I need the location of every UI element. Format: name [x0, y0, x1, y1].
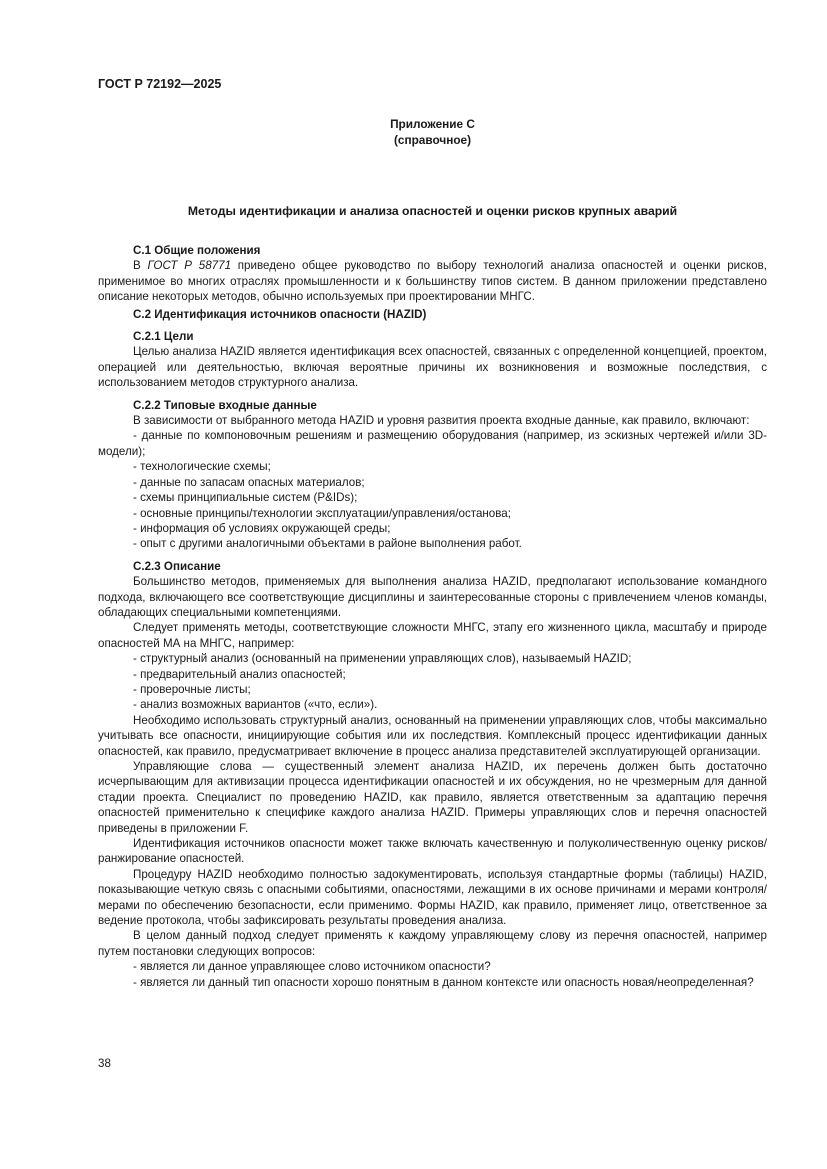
- paragraph: [98, 258, 767, 304]
- text: приведено общее руководство по выбору технологий анализа опасностей и оценки рисков, применимое во многих отраслях промышленности и к большинству типов систем. В данном приложении представлено описание некоторых методов, обычно используемых при проектировании МНГС.: [98, 259, 767, 304]
- list-item: - основные принципы/технологии эксплуатации/управления/останова;: [133, 506, 511, 520]
- section-heading: С.1 Общие положения: [133, 244, 261, 257]
- paragraph: Процедуру HAZID необходимо полностью задокументировать, используя стандартные формы (таблицы) HAZID, показывающие четкую связь с опасными событиями, опасностями, лежащими в их основе причинами и мерами контроля/мерами по обеспечению безопасности, если применимо. Формы HAZID, как правило, применяет лицо, ответственное за ведение протокола, чтобы зафиксировать результаты проведения анализа.: [98, 867, 767, 928]
- list-item: - информация об условиях окружающей среды;: [133, 521, 391, 535]
- section-heading: С.2.3 Описание: [133, 559, 221, 573]
- paragraph: Необходимо использовать структурный анализ, основанный на применении управляющих слов, чтобы максимально учитывать все опасности, инициирующие события или их последствия. Комплексный процесс идентификации данных опасностей, как правило, предусматривает включение в процесс анализа представителей эксплуатирующей организации.: [98, 713, 767, 758]
- paragraph: Целью анализа HAZID является идентификация всех опасностей, связанных с определенной концепцией, проектом, операцией или деятельностью, включая вероятные причины их возникновения и возможные последствия, с использованием методов структурного анализа.: [98, 345, 767, 390]
- list-item: - проверочные листы;: [133, 682, 251, 696]
- list-item: - является ли данный тип опасности хорошо понятным в данном контексте или опасность новая/неопределенная?: [133, 975, 754, 989]
- list-item: - предварительный анализ опасностей;: [133, 667, 346, 681]
- document-title: Методы идентификации и анализа опасностей и оценки рисков крупных аварий: [187, 204, 678, 218]
- list-item: - структурный анализ (основанный на применении управляющих слов), называемый HAZID;: [133, 652, 632, 666]
- list-item: - данные по запасам опасных материалов;: [133, 475, 365, 489]
- annex-title: Приложение С: [390, 117, 475, 131]
- section-heading: С.2 Идентификация источников опасности (HAZID): [133, 307, 427, 321]
- text: В: [133, 259, 148, 273]
- list-item: - данные по компоновочным решениям и размещению оборудования (например, из эскизных чертежей и/или 3D-модели);: [98, 429, 767, 458]
- paragraph: Идентификация источников опасности может также включать качественную и полуколичественную оценку рисков/ранжирование опасностей.: [98, 837, 767, 866]
- list-item: - схемы принципиальные систем (P&IDs);: [133, 491, 358, 505]
- section-heading: С.2.1 Цели: [133, 330, 194, 344]
- list-item: - является ли данное управляющее слово источником опасности?: [133, 960, 491, 974]
- standard-reference: ГОСТ Р 58771: [147, 259, 232, 273]
- annex-heading: [98, 117, 767, 148]
- page-number: 38: [98, 1057, 111, 1070]
- standard-number: ГОСТ Р 72192—2025: [98, 77, 222, 91]
- paragraph: Управляющие слова — существенный элемент анализа HAZID, их перечень должен быть достаточно исчерпывающим для активизации процесса идентификации опасностей и их обсуждения, но не чрезмерным для данной стадии проекта. Специалист по проведению HAZID, как правило, является ответственным за адаптацию перечня опасностей применительно к специфике каждого анализа HAZID. Примеры управляющих слов и перечня опасностей приведены в приложении F.: [98, 760, 767, 835]
- paragraph: В зависимости от выбранного метода HAZID и уровня развития проекта входные данные, как правило, включают:: [133, 414, 750, 428]
- annex-subtitle: (справочное): [393, 132, 472, 147]
- list-item: - технологические схемы;: [133, 460, 271, 474]
- paragraph: В целом данный подход следует применять к каждому управляющему слову из перечня опасностей, например путем постановки следующих вопросов:: [98, 929, 767, 958]
- document-body: [98, 243, 767, 990]
- list-item: - опыт с другими аналогичными объектами в районе выполнения работ.: [133, 537, 522, 551]
- list-item: - анализ возможных вариантов («что, если»).: [133, 698, 378, 712]
- paragraph: Следует применять методы, соответствующие сложности МНГС, этапу его жизненного цикла, масштабу и природе опасностей МА на МНГС, например:: [98, 621, 767, 650]
- paragraph: Большинство методов, применяемых для выполнения анализа HAZID, предполагают использование командного подхода, включающего все соответствующие дисциплины и заинтересованные стороны с привлечением членов команды, обладающих специальными компетенциями.: [98, 575, 767, 619]
- section-heading: С.2.2 Типовые входные данные: [133, 398, 317, 412]
